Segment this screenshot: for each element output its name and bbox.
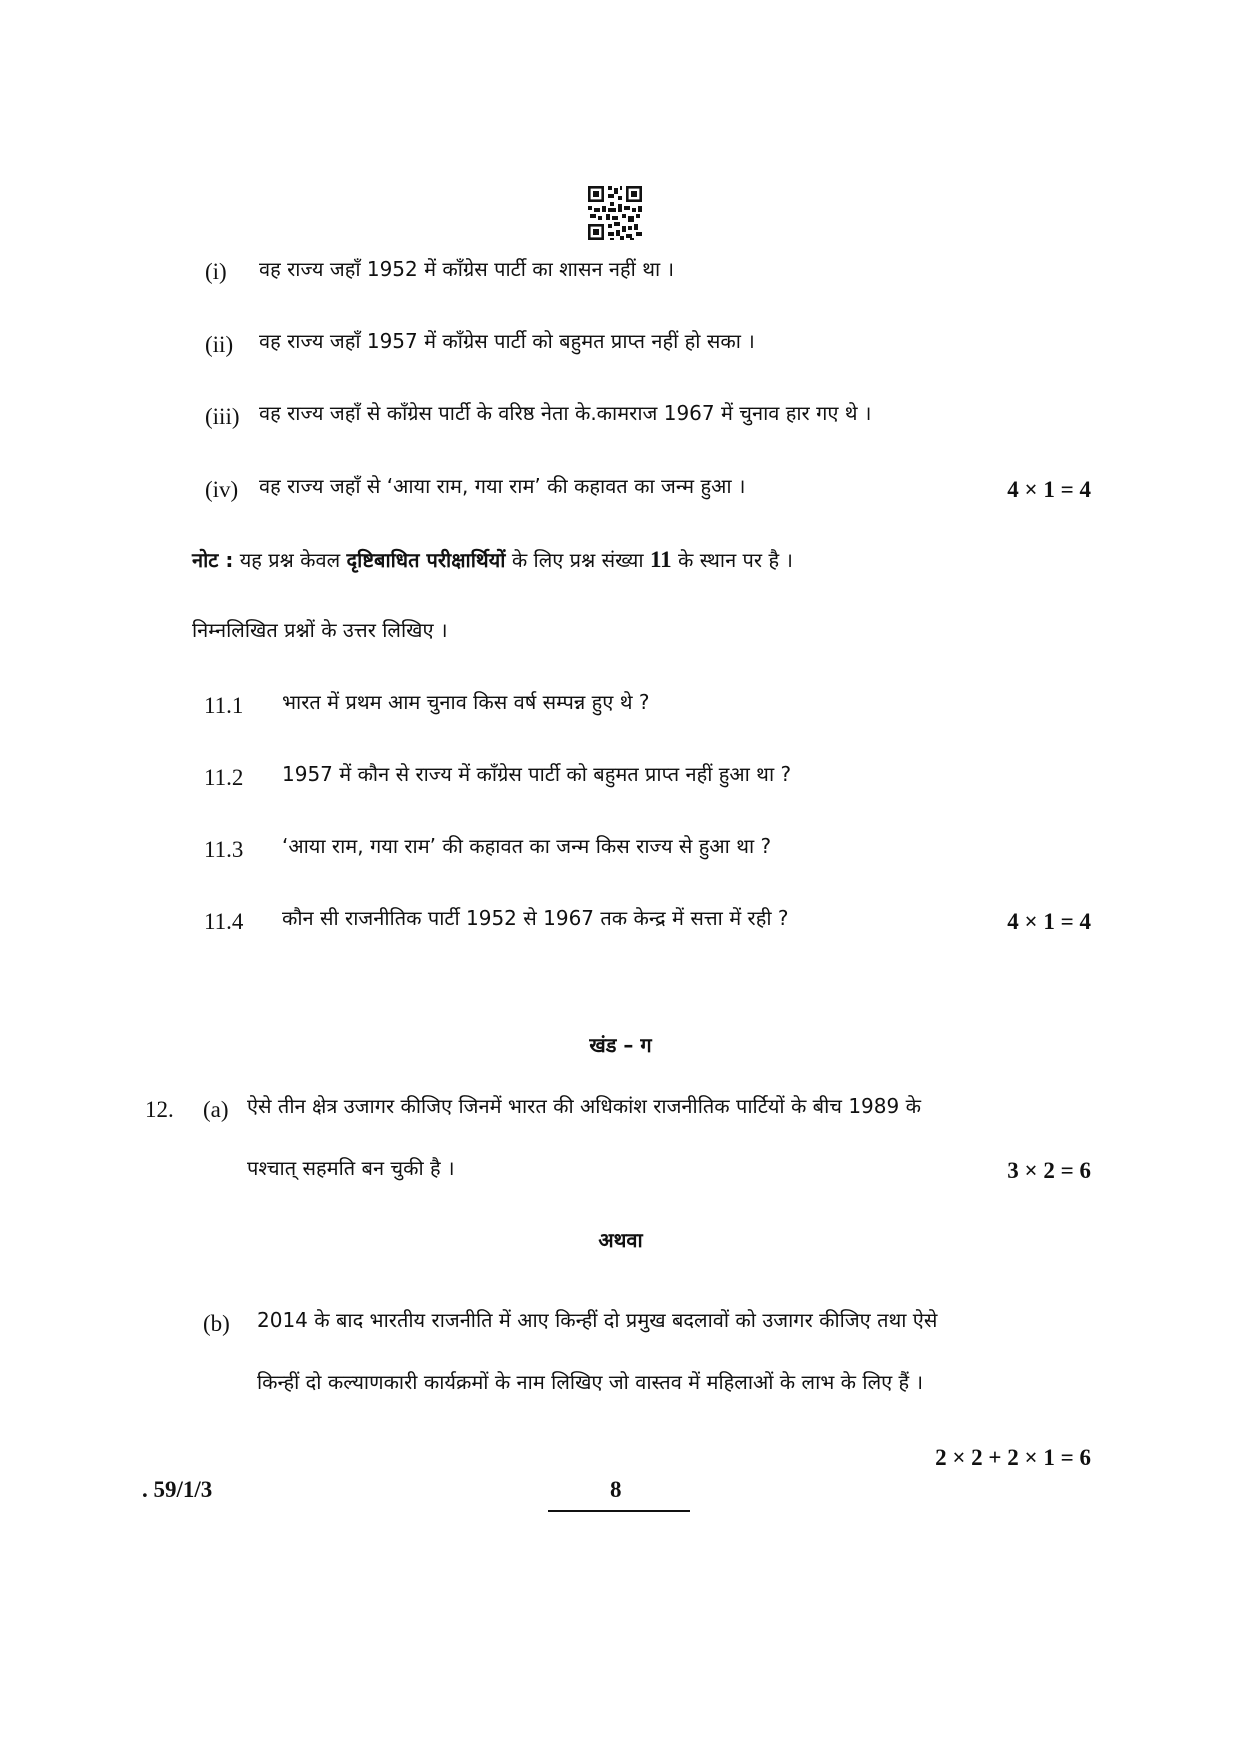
q12-part-b-line1: 2014 के बाद भारतीय राजनीति में आए किन्हीं दो प्रमुख बदलावों को उजागर कीजिए तथा ऐसे — [257, 1308, 938, 1332]
question-number: 11.1 — [204, 693, 244, 718]
item-i-label: (i) — [205, 259, 227, 284]
q12-part-b-marks: 2 × 2 + 2 × 1 = 6 — [935, 1445, 1091, 1470]
item-iv-text: वह राज्य जहाँ से ‘आया राम, गया राम’ की कहावत का जन्म हुआ । — [259, 474, 746, 498]
note-text-after: के स्थान पर है । — [678, 548, 794, 572]
q12-part-a-label: (a) — [203, 1097, 229, 1122]
note-bold-text: दृष्टिबाधित परीक्षार्थियों — [346, 548, 506, 572]
question-text: भारत में प्रथम आम चुनाव किस वर्ष सम्पन्न हुए थे ? — [282, 690, 650, 714]
q12-part-a-marks: 3 × 2 = 6 — [1007, 1158, 1091, 1183]
question-text: ‘आया राम, गया राम’ की कहावत का जन्म किस राज्य से हुआ था ? — [282, 834, 772, 858]
item-iv-marks: 4 × 1 = 4 — [1007, 477, 1091, 502]
note — [192, 548, 793, 571]
q12-number: 12. — [145, 1097, 174, 1122]
note-bold-number: 11 — [649, 547, 672, 572]
note-text-middle: के लिए प्रश्न संख्या — [511, 548, 644, 572]
q12-part-b-line2: किन्हीं दो कल्याणकारी कार्यक्रमों के नाम लिखिए जो वास्तव में महिलाओं के लाभ के लिए हैं । — [257, 1370, 924, 1394]
question-text: 1957 में कौन से राज्य में काँग्रेस पार्टी को बहुमत प्राप्त नहीं हुआ था ? — [282, 762, 792, 786]
q12-part-b-label: (b) — [203, 1311, 230, 1336]
footer-divider — [548, 1510, 690, 1512]
question-number: 11.3 — [204, 837, 244, 862]
footer-code: . 59/1/3 — [142, 1477, 213, 1502]
note-label: नोट : — [192, 548, 234, 572]
page-number: 8 — [610, 1477, 622, 1502]
q12-part-a-line2: पश्चात् सहमति बन चुकी है । — [247, 1156, 455, 1180]
item-iii-label: (iii) — [205, 404, 240, 429]
or-label: अथवा — [598, 1228, 643, 1252]
question-marks: 4 × 1 = 4 — [1007, 909, 1091, 934]
section-title: खंड – ग — [589, 1033, 652, 1057]
item-iv-label: (iv) — [205, 477, 239, 502]
item-ii-text: वह राज्य जहाँ 1957 में काँग्रेस पार्टी को बहुमत प्राप्त नहीं हो सका । — [259, 329, 755, 353]
item-i-text: वह राज्य जहाँ 1952 में काँग्रेस पार्टी का शासन नहीं था । — [259, 257, 675, 281]
q12-part-a-line1: ऐसे तीन क्षेत्र उजागर कीजिए जिनमें भारत की अधिकांश राजनीतिक पार्टियों के बीच 1989 के — [247, 1094, 921, 1118]
item-iii-text: वह राज्य जहाँ से काँग्रेस पार्टी के वरिष्ठ नेता के.कामराज 1967 में चुनाव हार गए थे । — [259, 401, 872, 425]
qr-code — [588, 186, 642, 240]
question-number: 11.4 — [204, 909, 244, 934]
instruction: निम्नलिखित प्रश्नों के उत्तर लिखिए । — [192, 618, 448, 642]
question-text: कौन सी राजनीतिक पार्टी 1952 से 1967 तक केन्द्र में सत्ता में रही ? — [282, 906, 789, 930]
question-number: 11.2 — [204, 765, 244, 790]
note-text-before: यह प्रश्न केवल — [239, 548, 341, 572]
item-ii-label: (ii) — [205, 332, 234, 357]
